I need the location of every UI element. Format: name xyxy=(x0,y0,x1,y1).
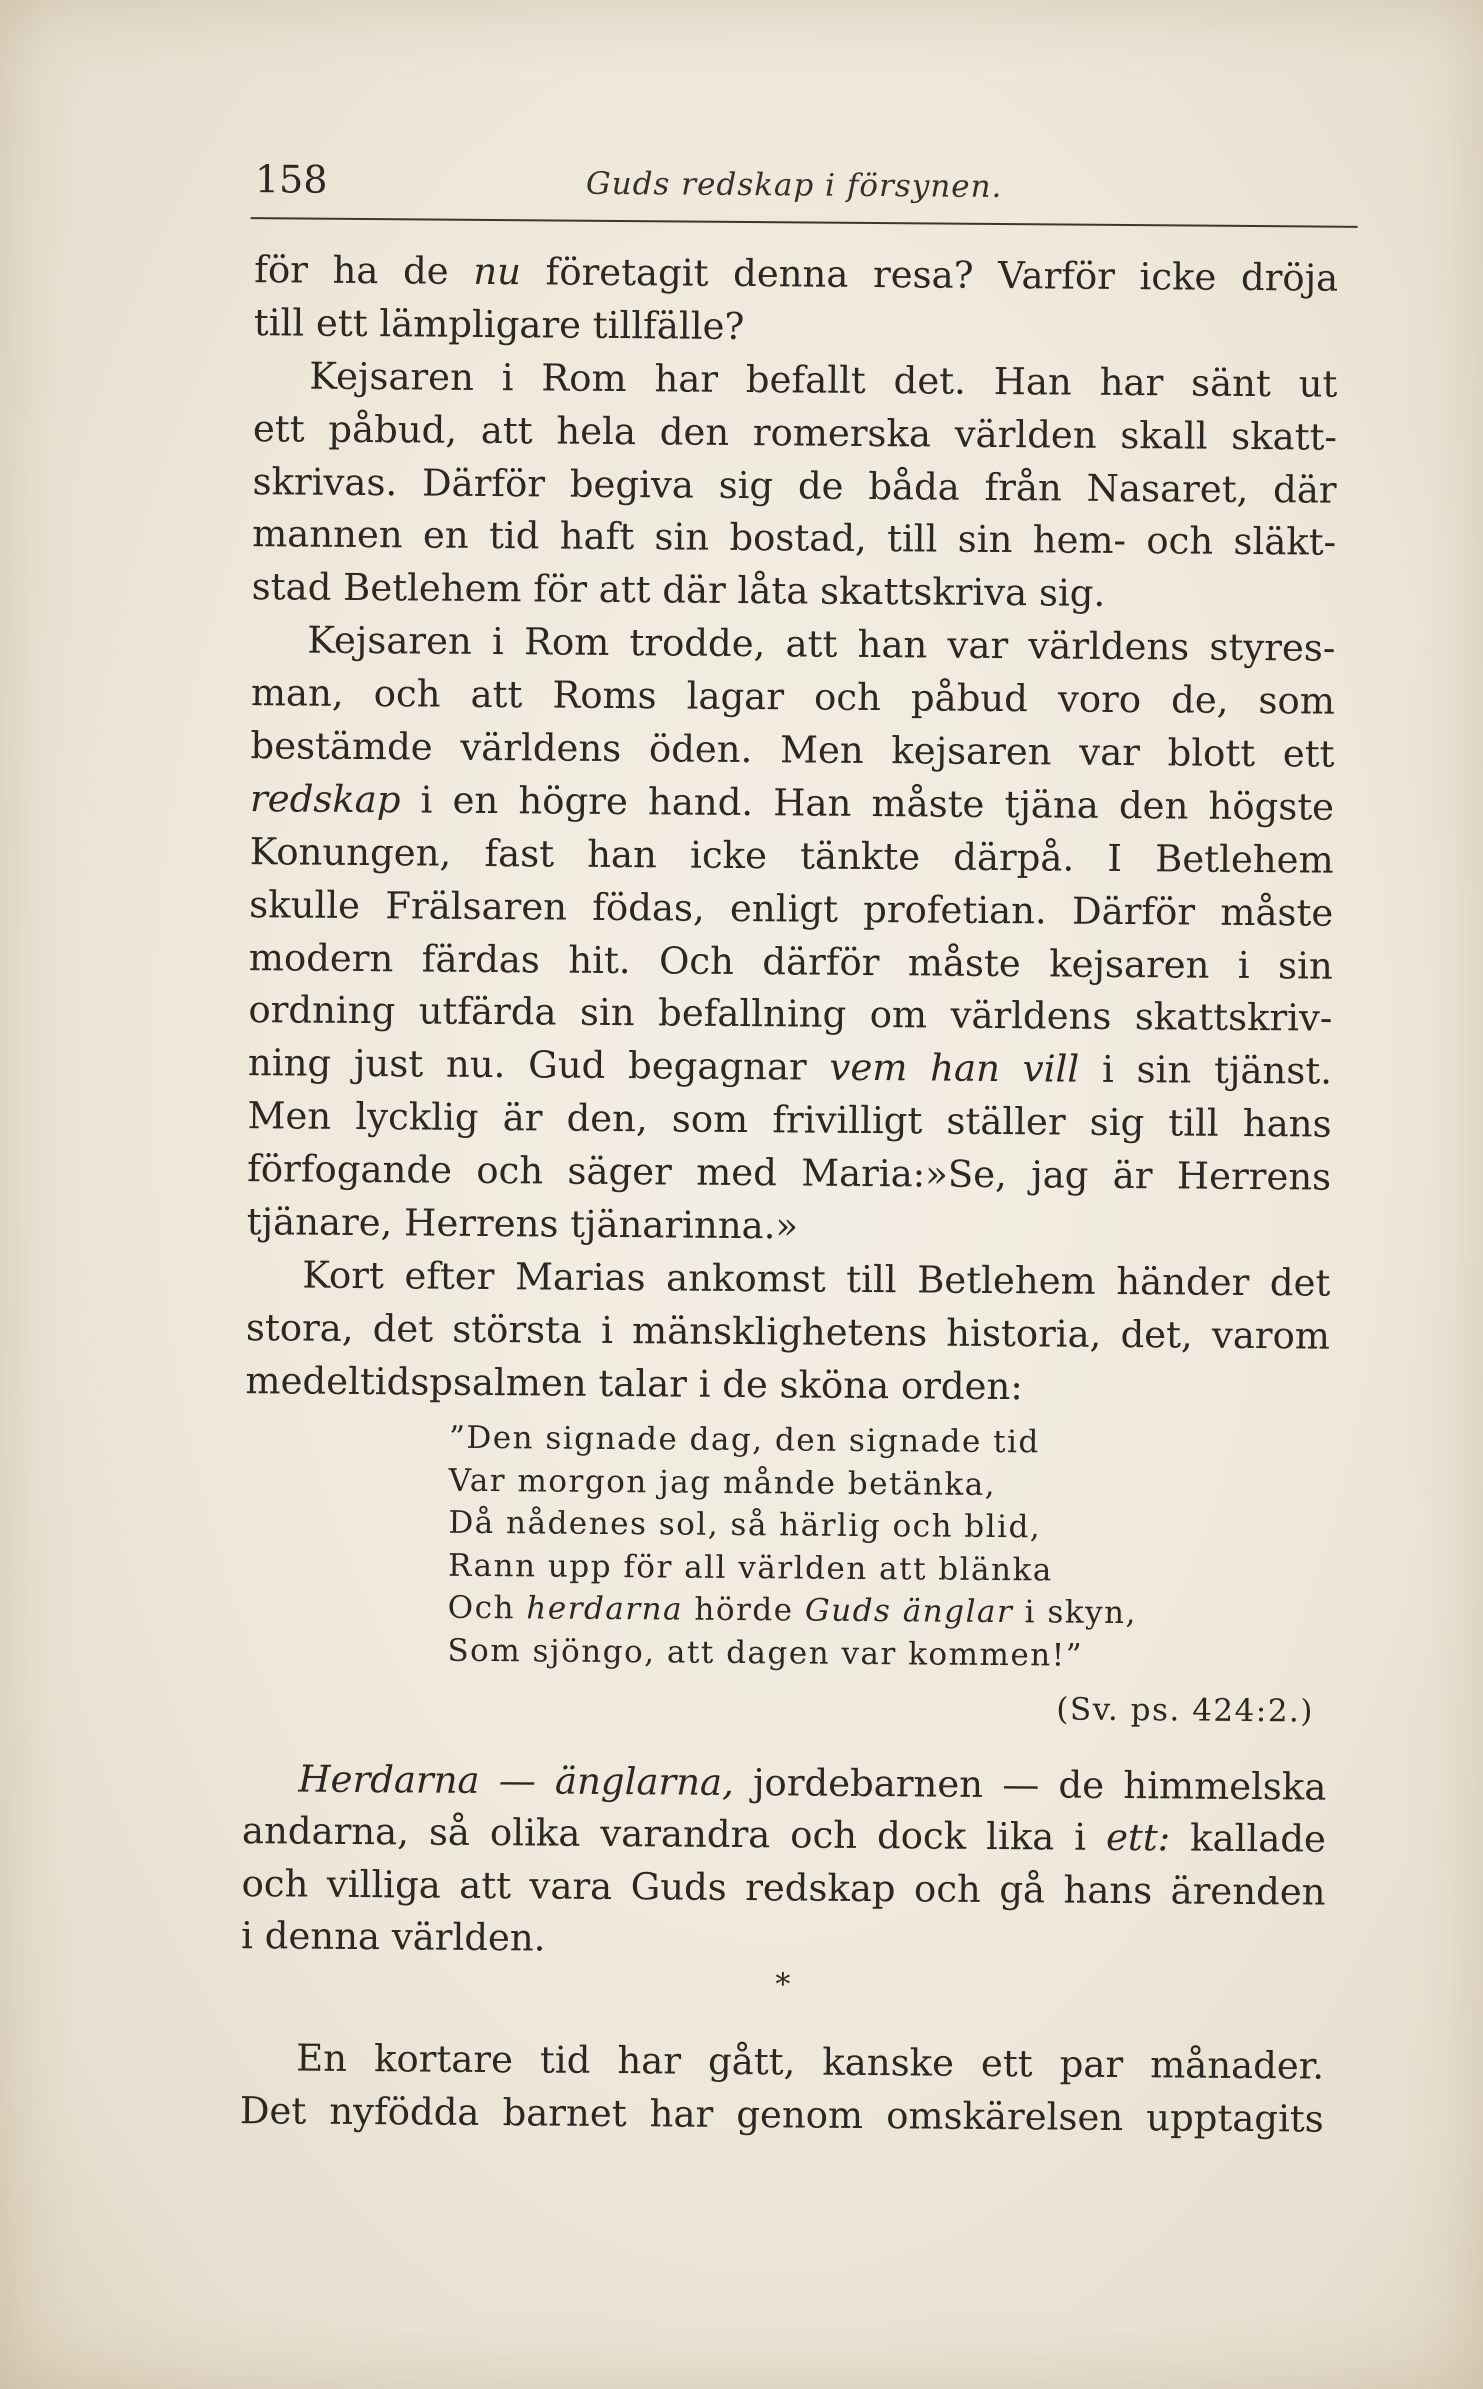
text-line xyxy=(242,1753,1326,1814)
text-line xyxy=(254,297,1338,358)
text-segment: Konungen, fast han icke tänkte därpå. I Betlehem xyxy=(249,829,1334,882)
text-line xyxy=(245,1355,1329,1416)
verse-line xyxy=(449,1417,1249,1466)
text-segment: förfogande och säger med Maria:»Se, jag är Herrens xyxy=(247,1147,1332,1199)
text-segment: i skyn, xyxy=(1013,1594,1138,1632)
text-segment: man, och att Roms lagar och påbud voro de, som xyxy=(250,671,1336,723)
verse-line xyxy=(448,1502,1248,1551)
text-line xyxy=(247,1090,1331,1151)
text-line xyxy=(252,561,1336,622)
text-segment: andarna, så olika varandra och dock lika i xyxy=(241,1809,1107,1860)
text-line xyxy=(252,456,1336,517)
italic-text: Herdarna — änglarna, xyxy=(298,1757,735,1804)
text-segment: ett påbud, att hela den romerska världen skall skatt- xyxy=(252,406,1338,459)
text-line xyxy=(249,932,1333,993)
text-segment: Kejsaren i Rom har befallt det. Han har sänt ut xyxy=(309,354,1338,406)
text-segment: hörde xyxy=(682,1591,806,1629)
text-segment: i denna världen. xyxy=(240,1914,546,1960)
text-segment: ning just nu. Gud begagnar xyxy=(247,1041,830,1090)
text-block xyxy=(241,1753,1327,1971)
text-segment: En kortare tid har gått, kanske ett par månader. xyxy=(296,2036,1325,2088)
text-segment: ”Den signade dag, den signade tid xyxy=(448,1419,1040,1461)
paragraph xyxy=(254,244,1339,358)
text-line xyxy=(252,509,1336,570)
text-line xyxy=(249,826,1333,887)
page-number: 158 xyxy=(254,157,328,202)
text-line xyxy=(240,2084,1324,2146)
text-block xyxy=(245,244,1338,1416)
text-line xyxy=(247,1196,1331,1257)
verse-line xyxy=(449,1459,1249,1508)
paragraph xyxy=(240,2031,1325,2146)
text-line xyxy=(241,1858,1325,1919)
text-block xyxy=(240,2031,1325,2146)
text-segment: för ha de xyxy=(254,248,474,293)
paragraph xyxy=(245,1249,1330,1416)
text-segment: kallade xyxy=(1170,1816,1327,1862)
italic-text: ett: xyxy=(1105,1816,1171,1860)
verse-line xyxy=(448,1544,1248,1593)
text-segment: stad Betlehem för att där låta skattskriva sig. xyxy=(251,565,1106,616)
text-segment: Det nyfödda barnet har genom omskärelsen upptagits xyxy=(239,2089,1324,2141)
text-segment: mannen en tid haft sin bostad, till sin hem- och släkt- xyxy=(251,512,1337,565)
text-segment: stora, det största i mänsklighetens historia, det, varom xyxy=(245,1305,1331,1358)
text-segment: Och xyxy=(447,1590,527,1627)
text-segment: Då nådenes sol, så härlig och blid, xyxy=(448,1504,1042,1546)
text-line xyxy=(250,773,1334,834)
italic-text: nu xyxy=(473,249,522,294)
text-segment: Kejsaren i Rom trodde, att han var världens styres- xyxy=(307,618,1336,670)
text-segment: skrivas. Därför begiva sig de båda från Nasaret, där xyxy=(252,459,1337,512)
text-segment: i en högre hand. Han måste tjäna den högste xyxy=(400,778,1335,829)
text-line xyxy=(250,720,1334,781)
text-segment: och villiga att vara Guds redskap och gå hans ärenden xyxy=(241,1861,1326,1914)
text-segment: till ett lämpligare tillfälle? xyxy=(253,301,745,348)
italic-text: Guds änglar xyxy=(804,1592,1014,1631)
section-separator: * xyxy=(775,1967,791,2003)
text-line xyxy=(242,1805,1326,1866)
text-line xyxy=(253,350,1337,411)
text-segment: modern färdas hit. Och därför måste kejsaren i sin xyxy=(248,935,1333,988)
text-line xyxy=(248,1037,1332,1098)
header-rule xyxy=(251,217,1358,228)
text-segment: tjänare, Herrens tjänarinna.» xyxy=(246,1200,799,1248)
text-line xyxy=(240,2031,1324,2093)
text-line xyxy=(248,985,1332,1046)
verse-line xyxy=(447,1630,1247,1679)
text-line xyxy=(251,667,1335,728)
verse-line xyxy=(448,1587,1248,1636)
italic-text: redskap xyxy=(249,777,401,822)
text-line xyxy=(253,403,1337,464)
text-segment: Rann upp för all världen att blänka xyxy=(447,1547,1053,1589)
hymn-citation: (Sv. ps. 424:2.) xyxy=(1056,1691,1315,1730)
hymn-quote xyxy=(447,1417,1249,1679)
text-line xyxy=(254,244,1338,305)
text-line xyxy=(247,1143,1331,1204)
text-segment: Kort efter Marias ankomst till Betlehem händer det xyxy=(302,1253,1331,1305)
text-segment: Var morgon jag månde betänka, xyxy=(448,1462,997,1503)
text-line xyxy=(246,1249,1330,1310)
text-segment: företagit denna resa? Varför icke dröja xyxy=(520,250,1339,300)
text-segment: Som sjöngo, att dagen var kommen!” xyxy=(447,1632,1084,1674)
running-title: Guds redskap i försynen. xyxy=(585,165,1003,206)
paragraph xyxy=(252,350,1338,623)
text-segment: medeltidspsalmen talar i de sköna orden: xyxy=(245,1358,1023,1408)
text-line xyxy=(249,879,1333,940)
italic-text: vem han vill xyxy=(829,1046,1080,1092)
text-segment: i sin tjänst. xyxy=(1079,1048,1333,1093)
text-segment: Men lycklig är den, som frivilligt ställer sig till hans xyxy=(247,1094,1332,1146)
paragraph xyxy=(241,1753,1327,1971)
text-segment: bestämde världens öden. Men kejsaren var blott ett xyxy=(250,724,1335,776)
text-segment: skulle Frälsaren födas, enligt profetian. Därför måste xyxy=(249,882,1334,935)
text-segment: ordning utfärda sin befallning om världens skattskriv- xyxy=(248,988,1333,1041)
text-line xyxy=(246,1302,1330,1363)
paragraph xyxy=(247,614,1336,1257)
text-line xyxy=(251,614,1335,675)
text-segment: jordebarnen — de himmelska xyxy=(733,1760,1327,1809)
italic-text: herdarna xyxy=(526,1590,684,1628)
